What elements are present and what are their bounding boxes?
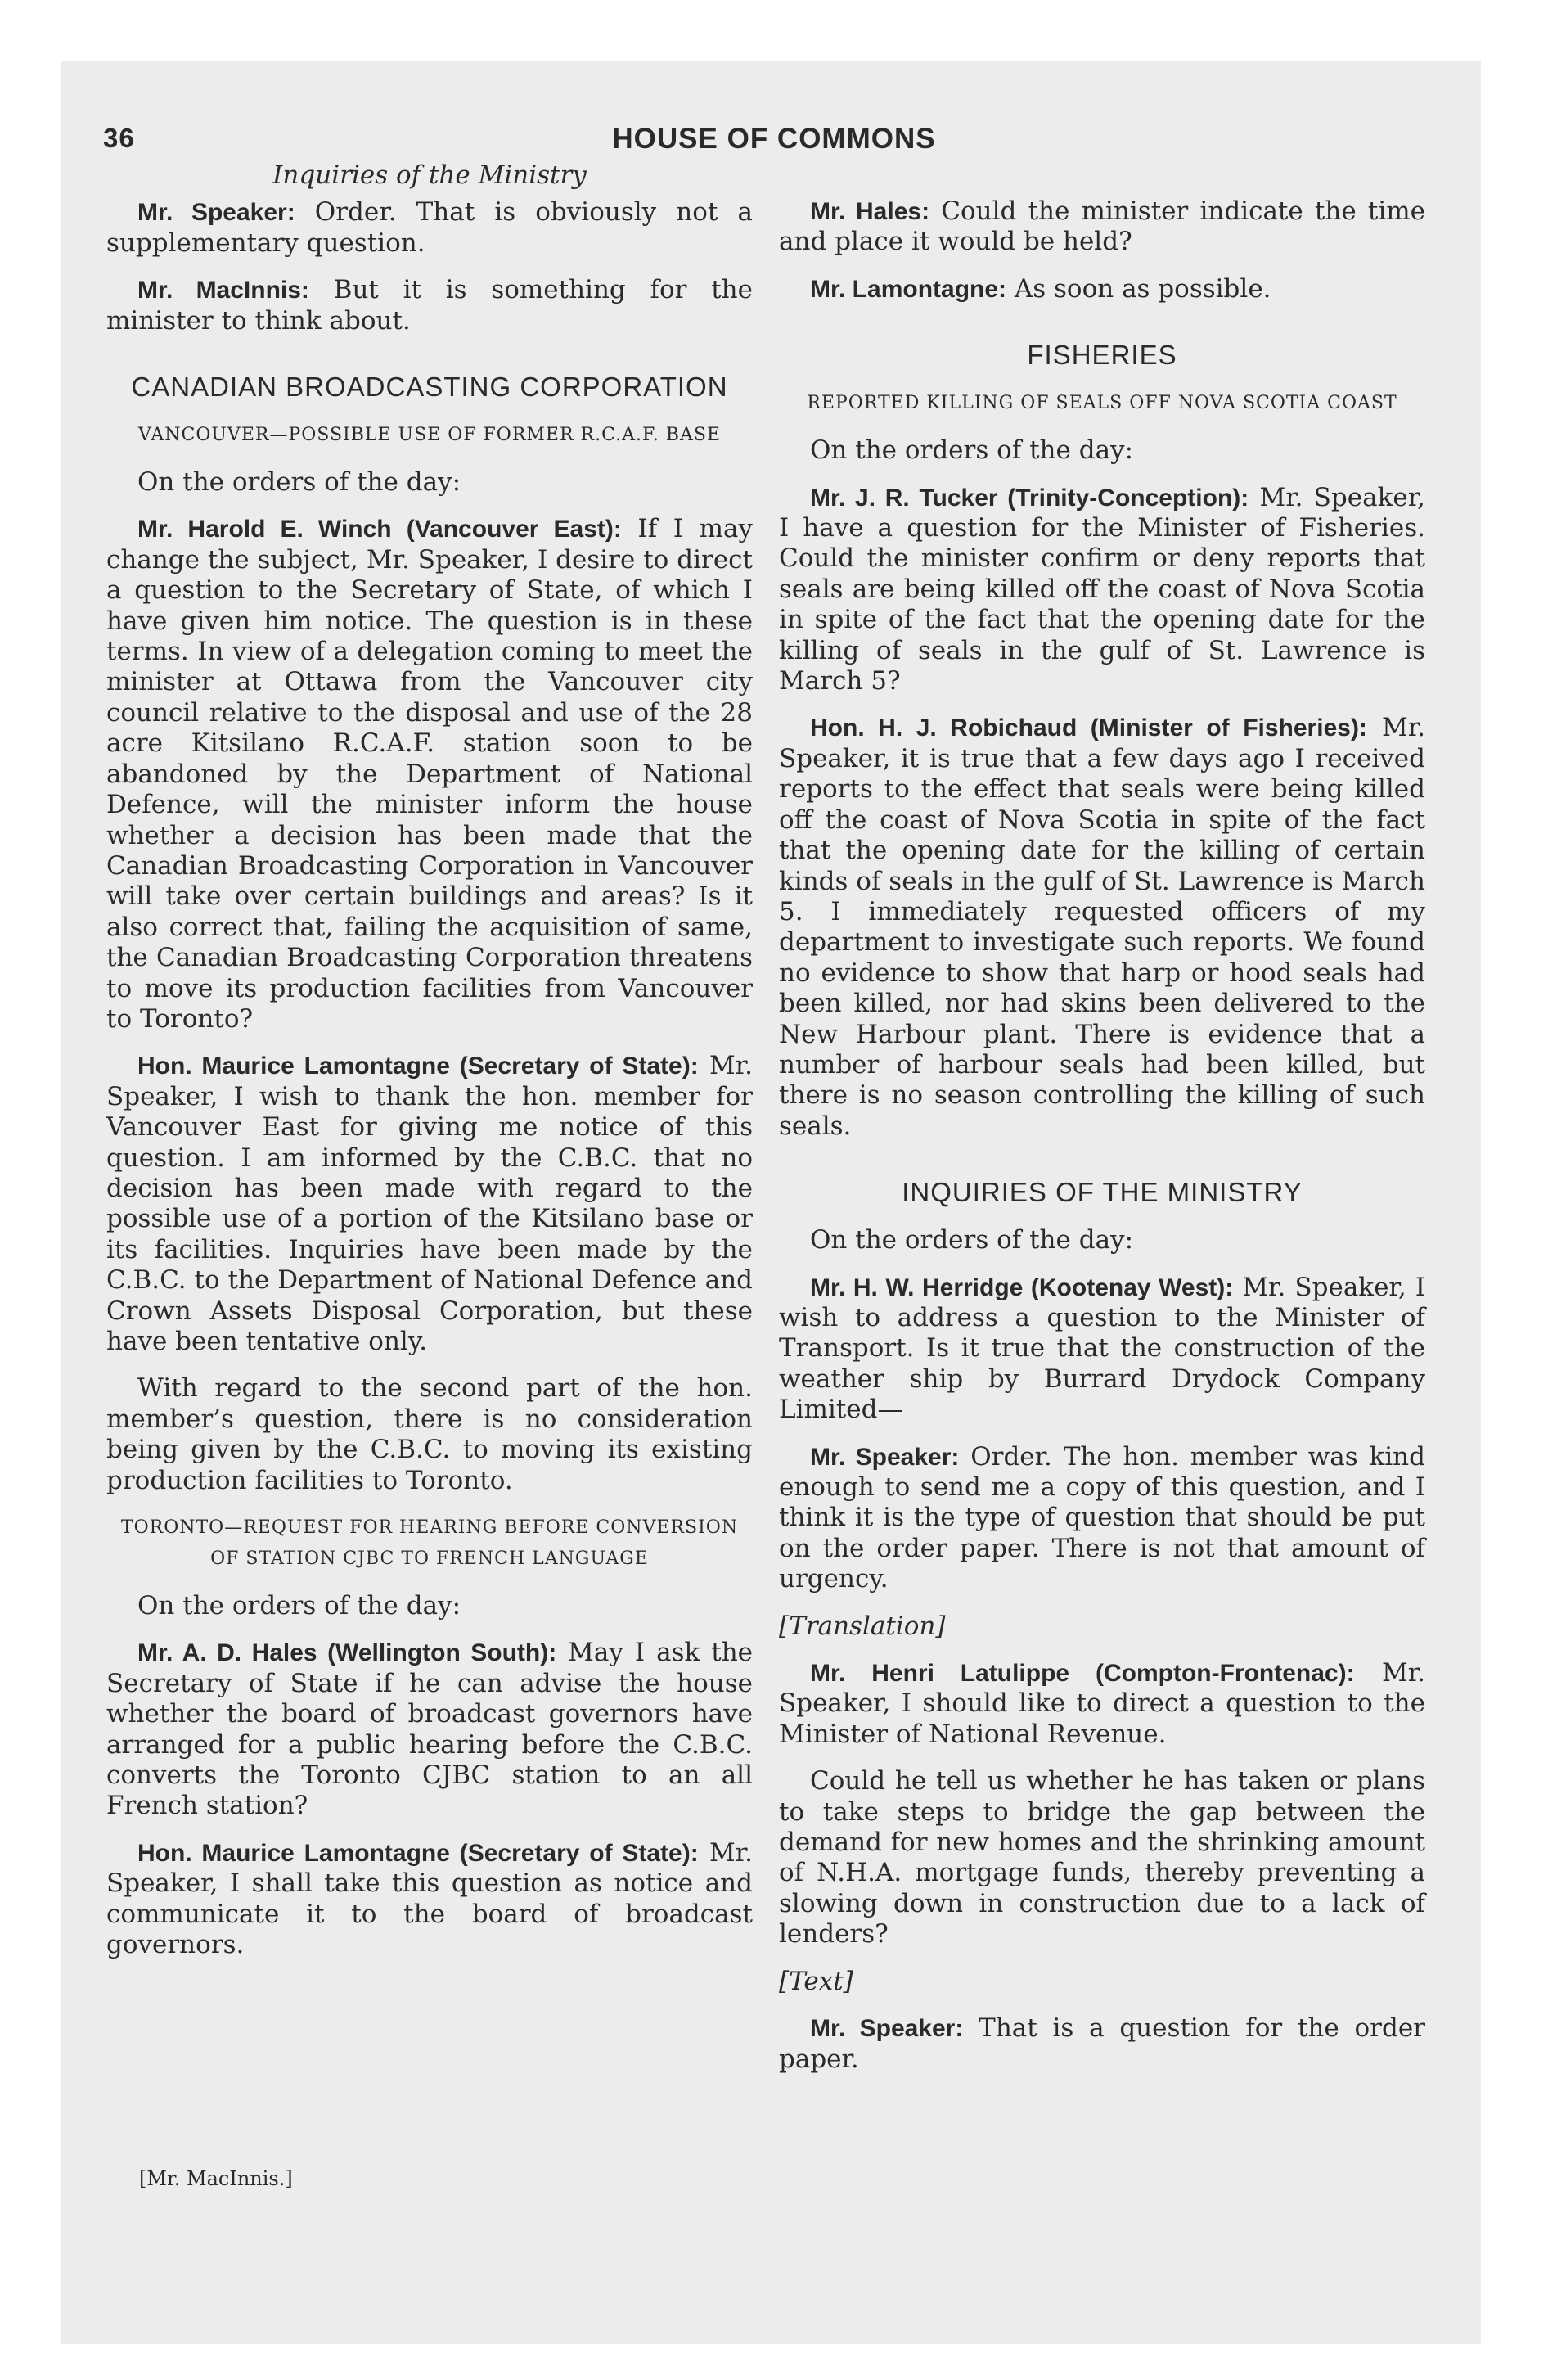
speaker-name: Hon. H. J. Robichaud (Minister of Fisheries):	[810, 714, 1367, 742]
paragraph-text: Could the minister indicate the time and place it would be held?	[779, 196, 1426, 257]
speaker-name: Mr. Harold E. Winch (Vancouver East):	[137, 516, 622, 543]
section-title: INQUIRIES OF THE MINISTRY	[902, 1177, 1303, 1208]
section-title: CANADIAN BROADCASTING CORPORATION	[131, 372, 728, 403]
speaker-name: Mr. H. W. Herridge (Kootenay West):	[810, 1273, 1234, 1301]
paragraph	[779, 196, 1425, 258]
speaker-name: Mr. Hales:	[810, 198, 930, 225]
speaker-name: Mr. J. R. Tucker (Trinity-Conception):	[810, 484, 1249, 512]
speaker-name: Hon. Maurice Lamontagne (Secretary of State):	[137, 1839, 699, 1867]
speaker-name: Mr. Speaker:	[810, 2015, 964, 2043]
speaker-name: Mr. Henri Latulippe (Compton-Frontenac):	[810, 1660, 1355, 1688]
section-subtitle: REPORTED KILLING OF SEALS OFF NOVA SCOTIA COAST	[807, 393, 1397, 414]
section-title: FISHERIES	[1027, 340, 1177, 371]
page-number: 36	[103, 123, 135, 153]
paragraph	[106, 514, 753, 1034]
orders-of-day: On the orders of the day:	[810, 1225, 1134, 1255]
text-marker: [Text]	[779, 1966, 853, 1996]
section-subtitle: TORONTO—REQUEST FOR HEARING BEFORE CONVERSION OF STATION CJBC TO FRENCH LANGUAGE	[120, 1517, 739, 1570]
page-title: HOUSE OF COMMONS	[612, 123, 936, 155]
paragraph-text: Order. The hon. member was kind enough to send me a copy of this question, and I think it is the type of question that should be put on the order paper. There is not that amount of urgency.	[779, 1441, 1425, 1594]
paragraph	[779, 1442, 1425, 1595]
paragraph	[779, 1273, 1425, 1426]
paragraph	[779, 274, 1425, 304]
paragraph-text: Mr. Speaker, it is true that a few days ago I received reports to the effect that seals were being killed off the coast of Nova Scotia in spite of the fact that the opening date for the killing of certain kinds of seals in the gulf of St. Lawrence is March 5. I immediately requested officers of my department to investigate such reports. We found no evidence to show that harp or hood seals had been killed, nor had skins been delivered to the New Harbour plant. There is evidence that a number of harbour seals had been killed, but there is no season controlling the killing of such seals.	[779, 713, 1425, 1141]
paragraph-text: May I ask the Secretary of State if he can advise the house whether the board of broadcast governors have arranged for a public hearing before the C.B.C. converts the Toronto CJBC station to an all French station?	[106, 1638, 753, 1821]
paragraph: With regard to the second part of the hon. member’s question, there is no consideration being given by the C.B.C. to moving its existing production facilities to Toronto.	[106, 1373, 753, 1495]
orders-of-day: On the orders of the day:	[810, 435, 1134, 466]
orders-of-day: On the orders of the day:	[137, 467, 461, 498]
speaker-name: Mr. Lamontagne:	[810, 275, 1007, 303]
paragraph-text: Mr. Speaker, I wish to thank the hon. member for Vancouver East for giving me notice of this question. I am informed by the C.B.C. that no decision has been made with regard to the possible use of a portion of the Kitsilano base or its facilities. Inquiries have been made by the C.B.C. to the Department of National Defence and Crown Assets Disposal Corporation, but these have been tentative only.	[106, 1051, 753, 1356]
paragraph-text: If I may change the subject, Mr. Speaker, I desire to direct a question to the Secretary of State, of which I have given him notice. The question is in these terms. In view of a delegation coming to meet the minister at Ottawa from the Vancouver city council relative to the disposal and use of the 28 acre Kitsilano R.C.A.F. station soon to be abandoned by the Department of National Defence, will the minister inform the house whether a decision has been made that the Canadian Broadcasting Corporation in Vancouver will take over certain buildings and areas? Is it also correct that, failing the acquisition of same, the Canadian Broadcasting Corporation threatens to move its production facilities from Vancouver to Toronto?	[106, 514, 754, 1034]
paragraph-text: Mr. Speaker, I have a question for the Minister of Fisheries. Could the minister confirm or deny reports that seals are being killed off the coast of Nova Scotia in spite of the fact that the opening date for the killing of seals in the gulf of St. Lawrence is March 5?	[779, 482, 1425, 696]
paragraph	[779, 483, 1425, 697]
right-column	[779, 196, 1425, 2091]
paragraph-text: But it is something for the minister to think about.	[106, 275, 753, 336]
paragraph-text: Mr. Speaker, I should like to direct a question to the Minister of National Revenue.	[779, 1658, 1425, 1749]
paragraph-text: Order. That is obviously not a supplementary question.	[106, 197, 753, 258]
paragraph-text: That is a question for the order paper.	[779, 2013, 1425, 2074]
paragraph	[106, 1051, 753, 1357]
speaker-name: Mr. MacInnis:	[137, 277, 309, 304]
speaker-name: Mr. Speaker:	[810, 1443, 960, 1471]
paragraph	[779, 2013, 1425, 2075]
paragraph	[106, 1638, 753, 1821]
paragraph	[779, 713, 1425, 1142]
orders-of-day: On the orders of the day:	[137, 1591, 461, 1621]
paragraph-text: Mr. Speaker, I wish to address a question to the Minister of Transport. Is it true that the construction of the weather ship by Burrard Drydock Company Limited—	[779, 1272, 1426, 1425]
left-column	[106, 160, 753, 1977]
running-subheading: Inquiries of the Ministry	[272, 160, 587, 190]
section-subtitle: VANCOUVER—POSSIBLE USE OF FORMER R.C.A.F. BASE	[137, 425, 722, 446]
paragraph-text: Mr. Speaker, I shall take this question as notice and communicate it to the board of broadcast governors.	[106, 1837, 753, 1960]
speaker-name: Mr. A. D. Hales (Wellington South):	[137, 1639, 557, 1667]
paragraph	[106, 197, 753, 259]
paragraph	[106, 1838, 753, 1961]
paragraph	[779, 1658, 1425, 1750]
footer-note: [Mr. MacInnis.]	[139, 2167, 293, 2190]
paragraph: Could he tell us whether he has taken or plans to take steps to bridge the gap between the demand for new homes and the shrinking amount of N.H.A. mortgage funds, thereby preventing a slowing down in construction due to a lack of lenders?	[779, 1766, 1425, 1950]
speaker-name: Hon. Maurice Lamontagne (Secretary of State):	[137, 1053, 699, 1080]
translation-marker: [Translation]	[779, 1611, 946, 1641]
paragraph-text: As soon as possible.	[1006, 273, 1271, 304]
speaker-name: Mr. Speaker:	[137, 199, 295, 227]
paragraph	[106, 275, 753, 336]
